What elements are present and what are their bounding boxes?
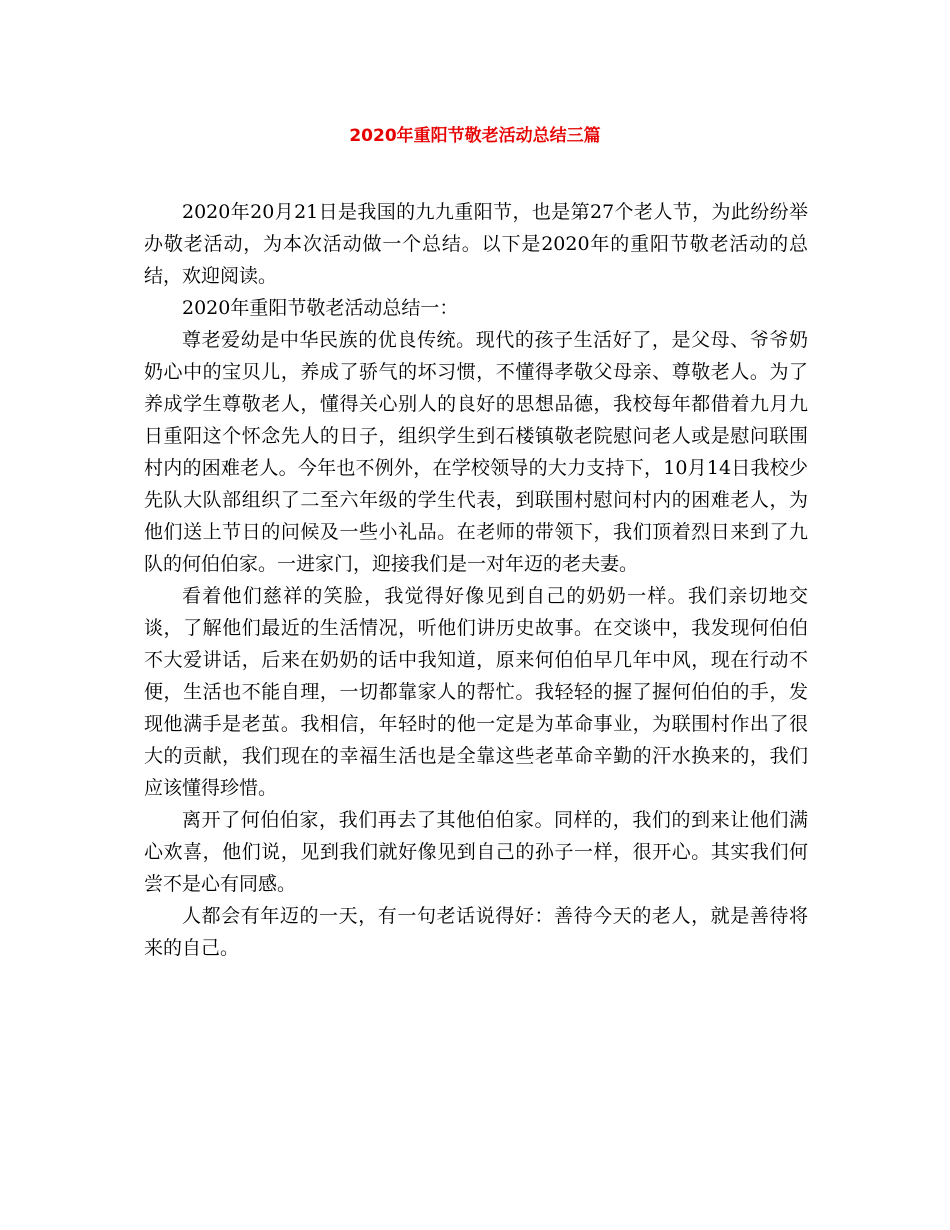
paragraph-visit-he-bobo: 看着他们慈祥的笑脸，我觉得好像见到自己的奶奶一样。我们亲切地交谈，了解他们最近的生活情况，听他们讲历史故事。在交谈中，我发现何伯伯不大爱讲话，后来在奶奶的话中我知道，原来何伯伯早几年中风，现在行动不便，生活也不能自理，一切都靠家人的帮忙。我轻轻的握了握何伯伯的手，发现他满手是老茧。我相信，年轻时的他一定是为革命事业，为联围村作出了很大的贡献，我们现在的幸福生活也是全靠这些老革命辛勤的汗水换来的，我们应该懂得珍惜。 xyxy=(144,585,808,799)
document-body xyxy=(144,196,808,964)
document-title: 2020年重阳节敬老活动总结三篇 xyxy=(349,126,601,146)
paragraph-other-visits: 离开了何伯伯家，我们再去了其他伯伯家。同样的，我们的到来让他们满心欢喜，他们说，见到我们就好像见到自己的孙子一样，很开心。其实我们何尝不是心有同感。 xyxy=(144,809,808,895)
paragraph-visit-background: 尊老爱幼是中华民族的优良传统。现代的孩子生活好了，是父母、爷爷奶奶心中的宝贝儿，养成了骄气的坏习惯，不懂得孝敬父母亲、尊敬老人。为了养成学生尊敬老人，懂得关心别人的良好的思想品德，我校每年都借着九月九日重阳这个怀念先人的日子，组织学生到石楼镇敬老院慰问老人或是慰问联围村内的困难老人。今年也不例外，在学校领导的大力支持下，10月14日我校少先队大队部组织了二至六年级的学生代表，到联围村慰问村内的困难老人，为他们送上节日的问候及一些小礼品。在老师的带领下，我们顶着烈日来到了九队的何伯伯家。一进家门，迎接我们是一对年迈的老夫妻。 xyxy=(144,329,808,575)
paragraph-conclusion: 人都会有年迈的一天，有一句老话说得好：善待今天的老人，就是善待将来的自己。 xyxy=(144,905,808,959)
section-heading-one: 2020年重阳节敬老活动总结一： xyxy=(182,297,459,319)
paragraph-intro: 2020年20月21日是我国的九九重阳节，也是第27个老人节，为此纷纷举办敬老活动，为本次活动做一个总结。以下是2020年的重阳节敬老活动的总结，欢迎阅读。 xyxy=(144,201,808,287)
